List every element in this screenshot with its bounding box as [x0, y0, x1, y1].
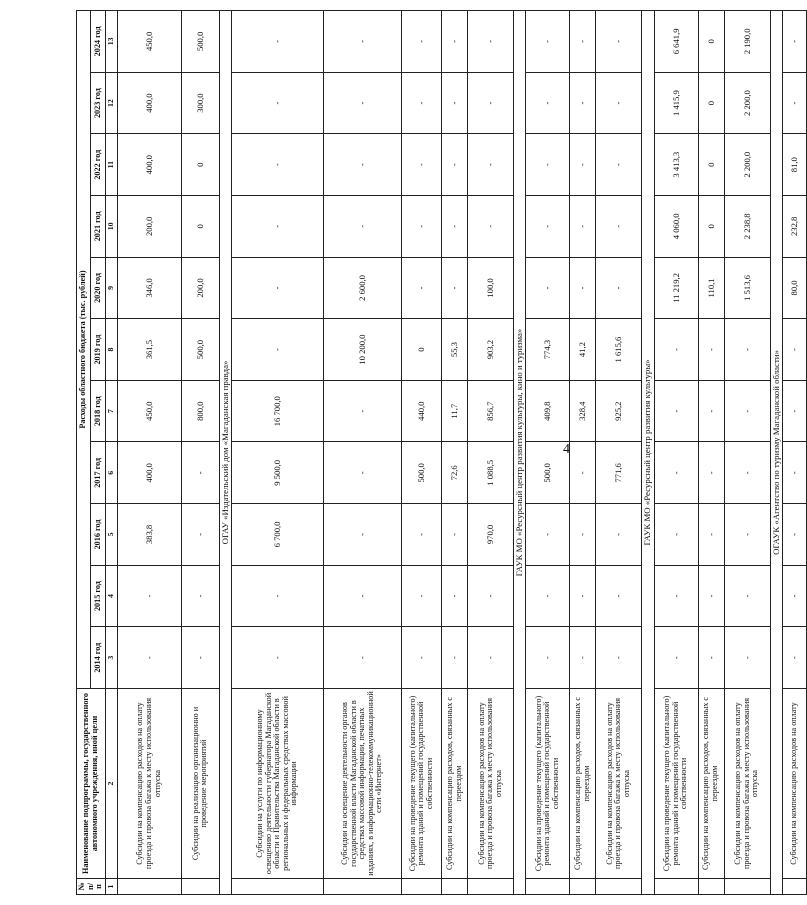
header-year: 2023 год: [91, 72, 105, 134]
value-cell: -: [442, 504, 468, 566]
row-number: [724, 879, 770, 895]
value-cell: -: [654, 319, 698, 381]
value-cell: 80,0: [782, 257, 806, 319]
value-cell: -: [526, 196, 570, 258]
table-row: [402, 11, 442, 895]
value-cell: -: [324, 565, 402, 627]
value-cell: -: [596, 565, 642, 627]
table-row: [324, 11, 402, 895]
header-year: 2017 год: [91, 442, 105, 504]
header-year: 2014 год: [91, 627, 105, 689]
value-cell: 0: [698, 196, 724, 258]
row-name: Субсидии на компенсацию расходов на оплату проезда и провоза багажа к месту использования отпуска: [117, 689, 181, 879]
section-title: ОГАУ «Издательский дом «Магаданская правда»: [219, 11, 231, 895]
value-cell: -: [526, 134, 570, 196]
row-number: [782, 879, 806, 895]
table-row: [654, 11, 698, 895]
value-cell: 925,2: [596, 380, 642, 442]
table-row: [782, 11, 806, 895]
header-index: 13: [105, 11, 117, 73]
section-row: [514, 11, 526, 895]
value-cell: -: [402, 565, 442, 627]
value-cell: -: [570, 504, 596, 566]
value-cell: -: [570, 627, 596, 689]
value-cell: -: [232, 11, 324, 73]
value-cell: -: [782, 72, 806, 134]
table-row: [526, 11, 570, 895]
value-cell: 346,0: [117, 257, 181, 319]
value-cell: -: [442, 134, 468, 196]
header-index: 3: [105, 627, 117, 689]
header-year: 2015 год: [91, 565, 105, 627]
value-cell: 1 415,9: [654, 72, 698, 134]
header-name: Наименование подпрограммы, государственного автономного учреждения, иной цели: [77, 689, 106, 879]
value-cell: -: [570, 442, 596, 504]
row-name: Субсидии на компенсацию расходов, связанных с переездом: [698, 689, 724, 879]
value-cell: 450,0: [117, 11, 181, 73]
value-cell: -: [117, 627, 181, 689]
table-row: [724, 11, 770, 895]
value-cell: -: [698, 565, 724, 627]
value-cell: -: [232, 257, 324, 319]
value-cell: -: [596, 72, 642, 134]
row-name: Субсидии на компенсацию расходов на оплату проезда и провоза багажа к месту использования отпуска: [468, 689, 514, 879]
table-row: [596, 11, 642, 895]
value-cell: 55,3: [442, 319, 468, 381]
page-number: 4: [563, 442, 570, 457]
value-cell: -: [468, 627, 514, 689]
row-name: Субсидии на освещение деятельности органов государственной власти Магаданской области в средствах массовой информации, печатных изданиях, в информационно-телекоммуникационной сети «Интернет»: [324, 689, 402, 879]
value-cell: 9 500,0: [232, 442, 324, 504]
value-cell: -: [232, 319, 324, 381]
value-cell: -: [468, 72, 514, 134]
value-cell: 500,0: [526, 442, 570, 504]
value-cell: -: [654, 380, 698, 442]
value-cell: -: [324, 196, 402, 258]
row-number: [570, 879, 596, 895]
value-cell: -: [402, 196, 442, 258]
value-cell: -: [596, 196, 642, 258]
header-index: 12: [105, 72, 117, 134]
value-cell: 774,3: [526, 319, 570, 381]
value-cell: -: [570, 134, 596, 196]
value-cell: 2 200,0: [724, 134, 770, 196]
row-number: [698, 879, 724, 895]
value-cell: -: [724, 627, 770, 689]
value-cell: 1 088,5: [468, 442, 514, 504]
header-index: 4: [105, 565, 117, 627]
value-cell: 361,5: [117, 319, 181, 381]
section-row: [219, 11, 231, 895]
row-number: [596, 879, 642, 895]
value-cell: -: [442, 257, 468, 319]
header-year: 2022 год: [91, 134, 105, 196]
value-cell: 6 700,0: [232, 504, 324, 566]
value-cell: 11,7: [442, 380, 468, 442]
row-name: Субсидии на компенсацию расходов, связанных с переездом: [442, 689, 468, 879]
value-cell: 400,0: [117, 134, 181, 196]
header-index: 8: [105, 319, 117, 381]
section-title: ОГАУК «Агентство по туризму Магаданской области»: [770, 11, 782, 895]
value-cell: -: [442, 72, 468, 134]
value-cell: -: [468, 11, 514, 73]
value-cell: 0: [698, 72, 724, 134]
value-cell: -: [442, 627, 468, 689]
section-row: [770, 11, 782, 895]
value-cell: -: [698, 442, 724, 504]
rotated-page-content: [76, 10, 799, 895]
value-cell: -: [402, 11, 442, 73]
value-cell: -: [596, 504, 642, 566]
value-cell: 100,0: [468, 257, 514, 319]
value-cell: 2 190,0: [724, 11, 770, 73]
value-cell: -: [468, 134, 514, 196]
row-name: Субсидии на реализацию организационно и проведение мероприятий: [181, 689, 219, 879]
row-name: Субсидии на компенсацию расходов, связанных с переездом: [570, 689, 596, 879]
value-cell: -: [402, 72, 442, 134]
table-row: [468, 11, 514, 895]
value-cell: 970,0: [468, 504, 514, 566]
value-cell: 0: [402, 319, 442, 381]
value-cell: 6 641,9: [654, 11, 698, 73]
value-cell: 0: [698, 11, 724, 73]
value-cell: -: [782, 442, 806, 504]
value-cell: -: [570, 257, 596, 319]
value-cell: -: [570, 11, 596, 73]
header-index: 6: [105, 442, 117, 504]
value-cell: -: [324, 72, 402, 134]
value-cell: -: [324, 627, 402, 689]
header-index: 10: [105, 196, 117, 258]
table-row: [698, 11, 724, 895]
value-cell: -: [526, 565, 570, 627]
value-cell: 400,0: [117, 442, 181, 504]
value-cell: -: [402, 504, 442, 566]
row-name: Субсидии на услуги по информационному освещению деятельности губернатора Магаданской области и Правительства Магаданской области в региональных и федеральных средствах массовой информации: [232, 689, 324, 879]
value-cell: -: [468, 565, 514, 627]
value-cell: -: [232, 72, 324, 134]
value-cell: -: [402, 257, 442, 319]
value-cell: 11 219,2: [654, 257, 698, 319]
value-cell: -: [181, 504, 219, 566]
value-cell: 200,0: [181, 257, 219, 319]
value-cell: 2 200,0: [724, 72, 770, 134]
value-cell: -: [526, 257, 570, 319]
value-cell: 1 513,6: [724, 257, 770, 319]
value-cell: -: [724, 565, 770, 627]
value-cell: -: [181, 627, 219, 689]
value-cell: 0: [181, 196, 219, 258]
value-cell: -: [570, 72, 596, 134]
value-cell: -: [596, 627, 642, 689]
value-cell: 440,0: [402, 380, 442, 442]
value-cell: -: [782, 565, 806, 627]
row-name: Субсидии на компенсацию расходов на оплату проезда и провоза багажа к месту использования отпуска: [724, 689, 770, 879]
value-cell: -: [402, 134, 442, 196]
value-cell: 500,0: [181, 11, 219, 73]
value-cell: -: [324, 442, 402, 504]
row-number: [468, 879, 514, 895]
value-cell: -: [698, 380, 724, 442]
table-body: [117, 11, 806, 895]
value-cell: 232,8: [782, 196, 806, 258]
row-name: Субсидии на проведение текущего (капитального) ремонта зданий и помещений государственной собственности: [654, 689, 698, 879]
header-year: 2018 год: [91, 380, 105, 442]
value-cell: 41,2: [570, 319, 596, 381]
value-cell: -: [526, 11, 570, 73]
value-cell: 500,0: [402, 442, 442, 504]
row-name: Субсидии на компенсацию расходов на оплату: [782, 689, 806, 879]
value-cell: -: [654, 565, 698, 627]
section-title: ГАУК МО «Ресурсный центр развития культуры, кино и туризма»: [514, 11, 526, 895]
value-cell: -: [724, 442, 770, 504]
value-cell: 400,0: [117, 72, 181, 134]
value-cell: -: [596, 257, 642, 319]
header-row: [77, 11, 91, 895]
header-index: 7: [105, 380, 117, 442]
value-cell: -: [526, 504, 570, 566]
value-cell: 0: [181, 134, 219, 196]
value-cell: -: [232, 134, 324, 196]
value-cell: 800,0: [181, 380, 219, 442]
value-cell: -: [324, 11, 402, 73]
value-cell: 1 615,6: [596, 319, 642, 381]
value-cell: 2 238,8: [724, 196, 770, 258]
value-cell: -: [442, 565, 468, 627]
value-cell: 2 600,0: [324, 257, 402, 319]
budget-table: [76, 10, 807, 895]
value-cell: -: [698, 504, 724, 566]
header-index: 5: [105, 504, 117, 566]
value-cell: -: [654, 627, 698, 689]
row-number: [402, 879, 442, 895]
value-cell: 409,8: [526, 380, 570, 442]
value-cell: -: [526, 627, 570, 689]
header-index: 11: [105, 134, 117, 196]
table-row: [570, 11, 596, 895]
header-year: 2024 год: [91, 11, 105, 73]
row-name: Субсидии на проведение текущего (капитального) ремонта зданий и помещений государственной собственности: [526, 689, 570, 879]
table-row: [181, 11, 219, 895]
value-cell: -: [698, 627, 724, 689]
value-cell: -: [724, 380, 770, 442]
header-year: 2016 год: [91, 504, 105, 566]
value-cell: -: [117, 565, 181, 627]
table-row: [232, 11, 324, 895]
table-row: [117, 11, 181, 895]
row-number: [442, 879, 468, 895]
value-cell: -: [698, 319, 724, 381]
value-cell: -: [570, 196, 596, 258]
row-number: [324, 879, 402, 895]
value-cell: 81,0: [782, 134, 806, 196]
header-number: № п/п: [77, 879, 106, 895]
value-cell: -: [724, 319, 770, 381]
value-cell: -: [654, 442, 698, 504]
row-number: [181, 879, 219, 895]
value-cell: -: [324, 504, 402, 566]
value-cell: 450,0: [117, 380, 181, 442]
header-index: 1: [105, 879, 117, 895]
value-cell: 300,0: [181, 72, 219, 134]
value-cell: -: [782, 319, 806, 381]
value-cell: 110,1: [698, 257, 724, 319]
value-cell: -: [782, 627, 806, 689]
value-cell: -: [526, 72, 570, 134]
value-cell: 10 200,0: [324, 319, 402, 381]
value-cell: -: [442, 196, 468, 258]
header-year: 2020 год: [91, 257, 105, 319]
header-index-row: [105, 11, 117, 895]
value-cell: -: [782, 11, 806, 73]
table-row: [442, 11, 468, 895]
value-cell: -: [232, 565, 324, 627]
value-cell: 903,2: [468, 319, 514, 381]
value-cell: -: [724, 504, 770, 566]
header-year: 2019 год: [91, 319, 105, 381]
value-cell: 200,0: [117, 196, 181, 258]
value-cell: 500,0: [181, 319, 219, 381]
section-row: [642, 11, 654, 895]
row-number: [232, 879, 324, 895]
value-cell: 3 413,3: [654, 134, 698, 196]
value-cell: 72,6: [442, 442, 468, 504]
value-cell: -: [232, 627, 324, 689]
row-number: [654, 879, 698, 895]
value-cell: -: [442, 11, 468, 73]
header-year: 2021 год: [91, 196, 105, 258]
value-cell: 328,4: [570, 380, 596, 442]
value-cell: -: [181, 565, 219, 627]
value-cell: -: [654, 504, 698, 566]
value-cell: -: [402, 627, 442, 689]
value-cell: -: [596, 134, 642, 196]
value-cell: -: [570, 565, 596, 627]
value-cell: -: [324, 380, 402, 442]
value-cell: 856,7: [468, 380, 514, 442]
value-cell: -: [782, 380, 806, 442]
value-cell: -: [181, 442, 219, 504]
value-cell: -: [468, 196, 514, 258]
value-cell: -: [232, 196, 324, 258]
value-cell: 383,8: [117, 504, 181, 566]
value-cell: -: [782, 504, 806, 566]
section-title: ГАУК МО «Ресурсный центр развития культуры»: [642, 11, 654, 895]
value-cell: 16 700,0: [232, 380, 324, 442]
value-cell: 4 060,0: [654, 196, 698, 258]
value-cell: 771,6: [596, 442, 642, 504]
value-cell: 0: [698, 134, 724, 196]
row-name: Субсидии на компенсацию расходов на оплату проезда и провоза багажа к месту использования отпуска: [596, 689, 642, 879]
row-number: [117, 879, 181, 895]
header-index: 9: [105, 257, 117, 319]
row-number: [526, 879, 570, 895]
value-cell: -: [324, 134, 402, 196]
header-index: 2: [105, 689, 117, 879]
value-cell: -: [596, 11, 642, 73]
header-expenses-group: Расходы областного бюджета (тыс. рублей): [77, 11, 91, 689]
row-name: Субсидии на проведение текущего (капитального) ремонта зданий и помещений государственной собственности: [402, 689, 442, 879]
